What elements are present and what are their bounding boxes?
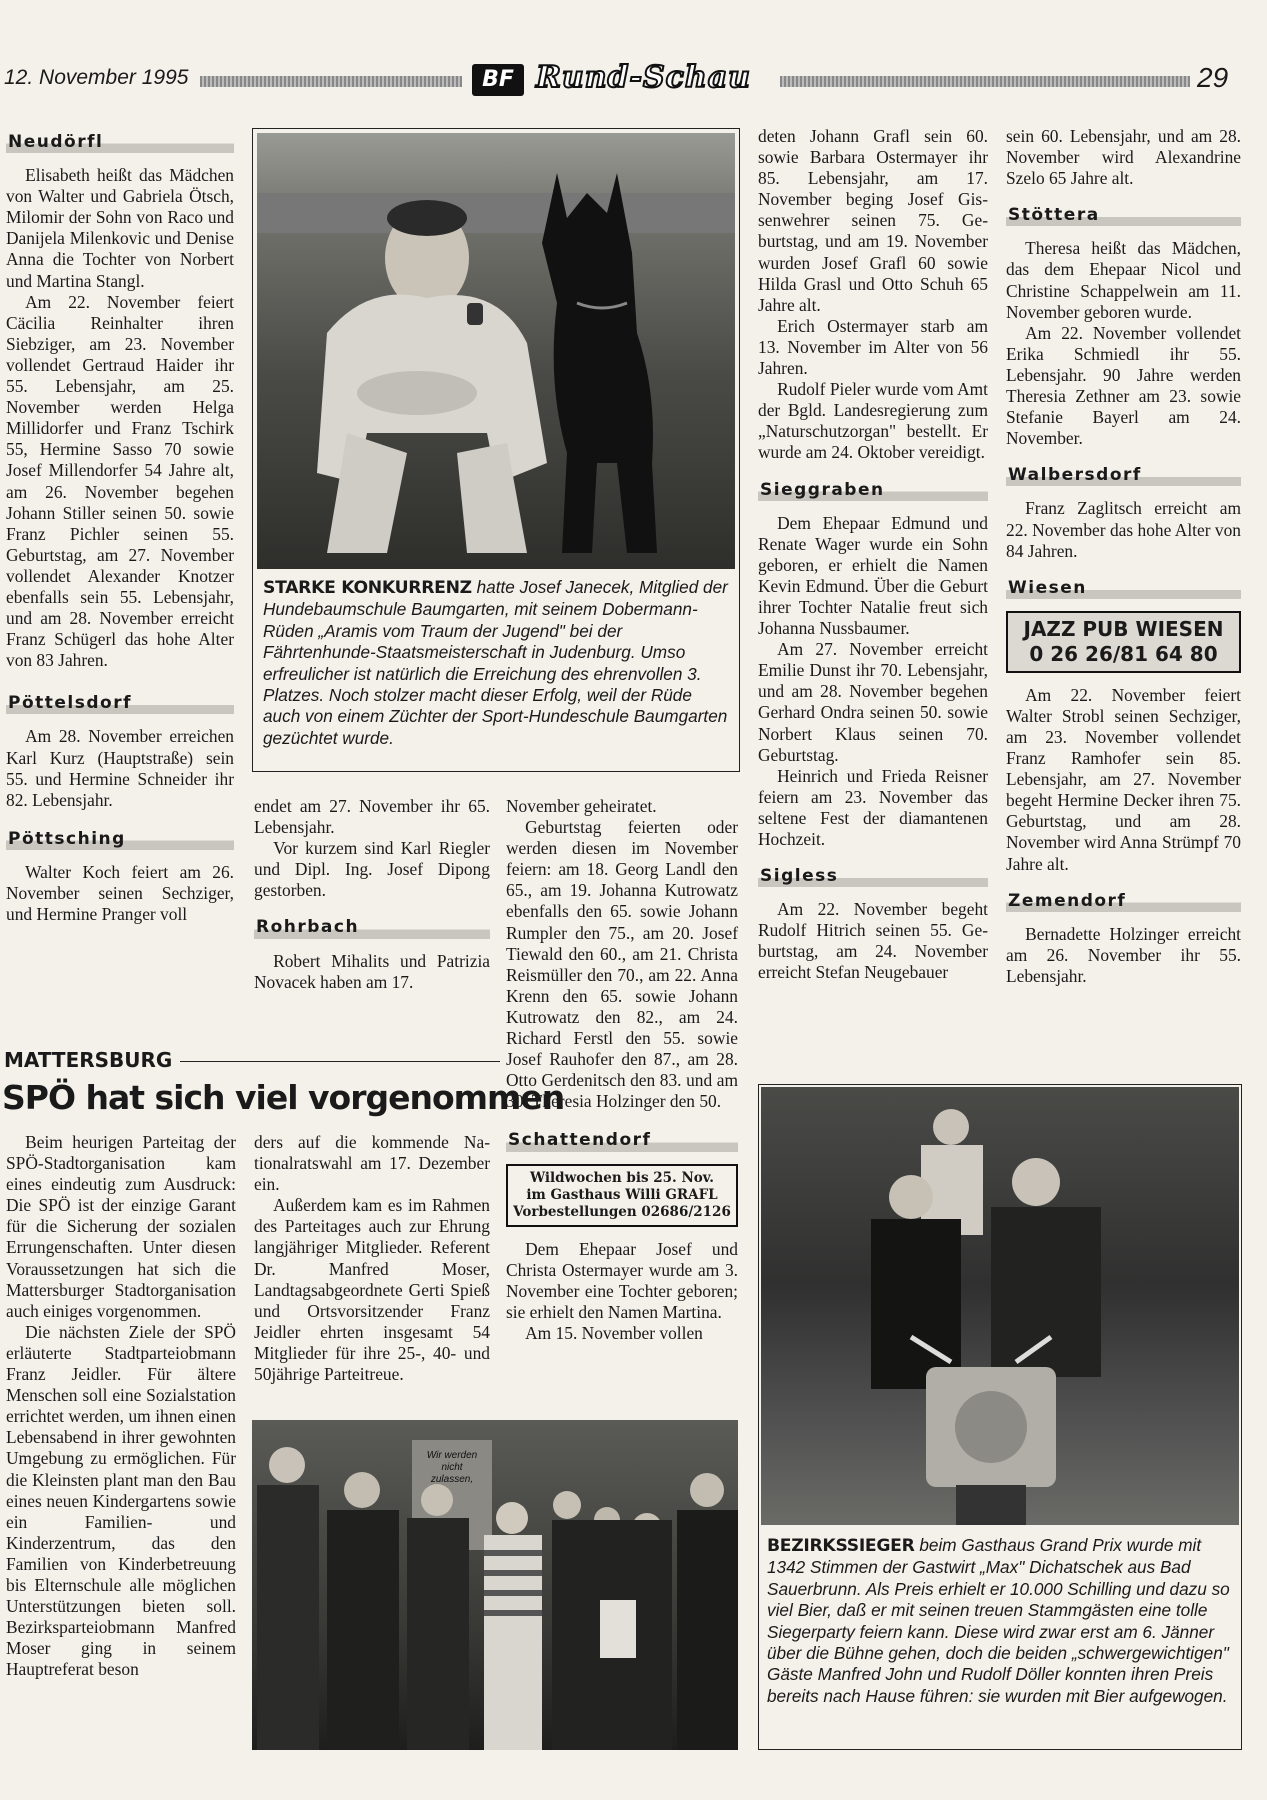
mattersburg-kicker-row (4, 1048, 500, 1076)
bezirkssieger-caption (767, 1535, 1233, 1707)
wildwochen-ad-line1: Wildwochen bis 25. Nov. (530, 1169, 714, 1186)
heading-sigless: Sigless (758, 864, 988, 889)
schattendorf-appointment: Rudolf Pieler wurde vom Amt der Bgld. Landesregierung zum „Naturschutzorgan" bestellt. Er wurde am 24. Oktober vereidigt. (758, 379, 988, 463)
sieggraben-wedding: Heinrich und Frieda Reisner feiern am 23. November das seltene Fest der diamantenen Hochzeit. (758, 765, 988, 849)
dog-photo (257, 133, 735, 569)
wildwochen-ad-line3: Vorbestellungen 02686/2126 (513, 1203, 731, 1220)
heading-rohrbach: Rohrbach (254, 915, 490, 940)
mattersburg-honors: Außerdem kam es im Rahmen des Parteitages auch zur Ehrung langjähriger Mitglieder. Referent Dr. Manfred Moser, Landtagsabgeordnete Gerti Spieß und Ortsvorsitzender Franz Jeidler ehrten insgesamt 54 Mitglieder für ihre 25-, 40- und 50jährige Parteitreue. (254, 1195, 490, 1385)
jazz-pub-ad (1006, 611, 1241, 673)
heading-poettelsdorf: Pöttelsdorf (6, 691, 234, 716)
sigless-text: Am 22. November begeht Rudolf Hitrich seinen 55. Geburtstag, am 24. November erreicht Stefan Neugebauer (758, 899, 988, 983)
party-banner-sign: Wir werden nicht zulassen, (426, 1450, 478, 1485)
poettelsdorf-text: Am 28. November erreichen Karl Kurz (Hauptstraße) sein 55. und Hermine Schneider ihr 82. Lebensjahr. (6, 726, 234, 810)
bezirkssieger-caption-text: beim Gasthaus Grand Prix wurde mit 1342 Stimmen der Gastwirt „Max" Dichatschek aus Bad Sauerbrunn. Als Preis erhielt er 10.000 Schilling und dazu so viel Bier, daß er mit seinen treuen Stammgästen eine tolle Siegerparty feiern kann. Diese wird zwar erst am 6. Jänner über die Bühne gehen, doch die beiden „schwergewichtigen" Gäste Manfred John und Rudolf Döller konnten ihren Preis bereits nach Hause führen: sie wurden mit Bier aufgewogen. (767, 1535, 1230, 1706)
heading-wiesen: Wiesen (1006, 576, 1241, 601)
heading-neudoerfl: Neudörfl (6, 130, 234, 155)
header-rule-right (780, 76, 1190, 87)
photo-box-bezirkssieger (758, 1084, 1242, 1750)
page-number: 29 (1197, 62, 1229, 93)
jazz-pub-ad-phone: 0 26 26/81 64 80 (1029, 641, 1218, 666)
dog-caption-text: hatte Josef Janecek, Mitglied der Hundebaumschule Baumgarten, mit seinem Dobermann-Rüden „Aramis vom Traum der Jugend" bei der Fährtenhunde-Staatsmeisterschaft in Judenburg. Umso erfreulicher ist natürlich die Erreichung des ehrenvollen 3. Platzes. Noch stolzer macht dieser Erfolg, weil der Rüde auch von einem Züchter der Sport-Hundeschule Baumgarten gezüchtet wurde. (263, 577, 728, 748)
rohrbach-text: Robert Mihalits und Patrizia Novacek haben am 17. (254, 950, 490, 992)
neudoerfl-births: Elisabeth heißt das Mädchen von Walter und Gabriela Ötsch, Milomir der Sohn von Raco und Danijela Milenkovic und Denise Anna die Tochter von Norbert und Martina Stangl. (6, 165, 234, 291)
neudoerfl-birthdays: Am 22. November feiert Cäcilia Reinhalter ihren Siebziger, am 23. November vollendet Gertraud Haider ihr 55. Lebensjahr, am 25. November werden Helga Millidorfer und Franz Tschirk 55, Hermine Sasso 70 sowie Josef Millendorfer 54 Jahre alt, am 26. November begehen Johann Stiller seinen 50. sowie Franz Pichler seinen 55. Geburtstag, am 27. November vollendet Alexander Knotzer ebenfalls sein 55. Lebensjahr, und am 28. November erreicht Franz Schügerl das hohe Alter von 83 Jahren. (6, 291, 234, 671)
column-2-mid (254, 796, 490, 993)
wildwochen-ad-line2: im Gasthaus Willi GRAFL (526, 1186, 718, 1203)
sieggraben-birthdays: Am 27. November erreicht Emilie Dunst ihr 70. Lebensjahr, und am 28. November begehen Gerhard Ondra seinen 50. sowie Norbert Klaus seinen 70. Geburtstag. (758, 639, 988, 765)
heading-stoettera: Stöttera (1006, 203, 1241, 228)
mattersburg-election: ders auf die kommende Nationalratswahl am 17. Dezember ein. (254, 1132, 490, 1195)
issue-date: 12. November 1995 (4, 66, 189, 89)
heading-zemendorf: Zemendorf (1006, 889, 1241, 914)
bf-logo (472, 64, 524, 96)
column-1-top (6, 130, 234, 925)
poettsching-text: Walter Koch feiert am 26. November seinen Sechziger, und Hermine Pranger voll (6, 861, 234, 925)
sigless-continued: sein 60. Lebensjahr, und am 28. November wird Alexandrine Szelo 65 Jahre alt. (1006, 126, 1241, 189)
poettsching-deaths: Vor kurzem sind Karl Riegler und Dipl. Ing. Josef Dipong gestorben. (254, 838, 490, 901)
schattendorf-birthdays: Am 15. November vollen (525, 1322, 703, 1343)
dog-caption-keyword: STARKE KONKURRENZ (263, 578, 472, 598)
sieggraben-births: Dem Ehepaar Edmund und Renate Wager wurde ein Sohn geboren, er erhielt die Namen Kevin Edmund. Über die Geburt ihrer Tochter Natalie freut sich Johanna Nussbaumer. (758, 512, 988, 639)
section-title: Rund-Schau (536, 60, 751, 95)
column-3-top (758, 126, 988, 984)
men-on-scale-illustration (761, 1087, 1239, 1525)
mattersburg-goals: Die nächsten Ziele der SPÖ erläuterte Stadtparteiobmann Franz Jeidler. Für ältere Menschen soll eine Sozialstation errichtet werden, um ihnen einen Lebensabend in ihrer gewohnten Umgebung zu ermöglichen. Für die Kleinsten plant man den Bau eines neuen Kindergartens sowie ein Familien- und Kinderzentrum, das den Familien von Kinderbetreuung bis Elternschule alle möglichen Unterstützungen bieten soll. Bezirksparteiobmann Manfred Moser ging in seinem Hauptreferat beson (6, 1321, 236, 1680)
mattersburg-col-2 (254, 1132, 490, 1385)
column-3-mid (506, 796, 738, 1344)
photo-box-dog (252, 128, 740, 772)
dog-and-man-illustration (257, 133, 735, 569)
group-of-people-illustration (252, 1420, 738, 1750)
heading-schattendorf: Schattendorf (506, 1128, 738, 1153)
party-group-photo (252, 1420, 738, 1750)
bezirkssieger-keyword: BEZIRKSSIEGER (767, 1536, 915, 1556)
jazz-pub-ad-name: JAZZ PUB WIESEN (1023, 616, 1224, 641)
schattendorf-birth: Dem Ehepaar Josef und Christa Ostermayer wurde am 3. November eine Tochter geboren; sie erhielt den Namen Martina. (506, 1238, 738, 1322)
wildwochen-ad (506, 1164, 738, 1227)
mattersburg-headline: SPÖ hat sich viel vorgenommen (2, 1078, 565, 1117)
heading-walbersdorf: Walbersdorf (1006, 463, 1241, 488)
bf-logo-text: BF (482, 67, 514, 92)
rohrbach-continued: November geheiratet. (506, 796, 657, 816)
mattersburg-intro: Beim heurigen Parteitag der SPÖ-Stadtorganisation kam eines eindeutig zum Ausdruck: Die SPÖ ist der einzige Garant für die Sicherung der sozialen Errungenschaften. Unter diesen Voraussetzungen hat sich die Mattersburger Stadtorganisation auch einiges vorgenommen. (6, 1132, 236, 1321)
mattersburg-kicker: MATTERSBURG (4, 1048, 180, 1072)
stoettera-birth: Theresa heißt das Mädchen, das dem Ehepaar Nicol und Christine Schappelwein am 11. November geboren wurde. (1006, 238, 1241, 322)
walbersdorf-text: Franz Zaglitsch erreicht am 22. November das hohe Alter von 84 Jahren. (1006, 498, 1241, 561)
heading-sieggraben: Sieggraben (758, 478, 988, 503)
wiesen-birthdays: Am 22. November feiert Walter Strobl seinen Sechziger, am 23. November vollendet Franz Ramhofer sein 85. Lebensjahr, am 27. November begeht Hermine Decker ihren 75. Geburtstag, und am 28. November wird Anna Strümpf 70 Jahre alt. (1006, 684, 1241, 874)
column-4 (1006, 126, 1241, 987)
stoettera-birthdays: Am 22. November vollendet Erika Schmiedl ihr 55. Lebensjahr. 90 Jahre werden Theresia Zethner am 23. sowie Stefanie Bayerl am 24. November. (1006, 322, 1241, 449)
rohrbach-birthdays: Geburtstag feierten oder werden diesen im November feiern: am 18. Georg Landl den 65., am 19. Johanna Kutrowatz ebenfalls den 65. sowie Johann Rumpler den 75., am 20. Josef Tiewald den 60., am 21. Christa Reismüller den 70., am 22. Anna Krenn den 65. sowie Johann Kutrowatz den 82., am 24. Richard Ferstl den 55. sowie Josef Rauhofer den 87., am 28. Otto Gerdenitsch den 83. und am 30. Theresia Holzinger den 50. (506, 817, 738, 1112)
bezirkssieger-photo (761, 1087, 1239, 1525)
schattendorf-continued: deten Johann Grafl sein 60. sowie Barbara Ostermayer ihr 85. Lebensjahr, am 17. November beging Josef Gissenwehrer seinen 75. Geburtstag, und am 19. November wurden Josef Grafl 60 sowie Hilda Grasl und Otto Schuh 65 Jahre alt. (758, 126, 988, 315)
mattersburg-col-1 (6, 1132, 236, 1680)
dog-photo-caption (263, 577, 729, 749)
schattendorf-death: Erich Ostermayer starb am 13. November im Alter von 56 Jahren. (758, 315, 988, 379)
zemendorf-text: Bernadette Holzinger erreicht am 26. November ihr 55. Lebensjahr. (1006, 923, 1241, 986)
header-rule-left (200, 76, 462, 87)
heading-poettsching: Pöttsching (6, 827, 234, 852)
poettsching-continued: endet am 27. November ihr 65. Lebensjahr. (254, 796, 490, 838)
